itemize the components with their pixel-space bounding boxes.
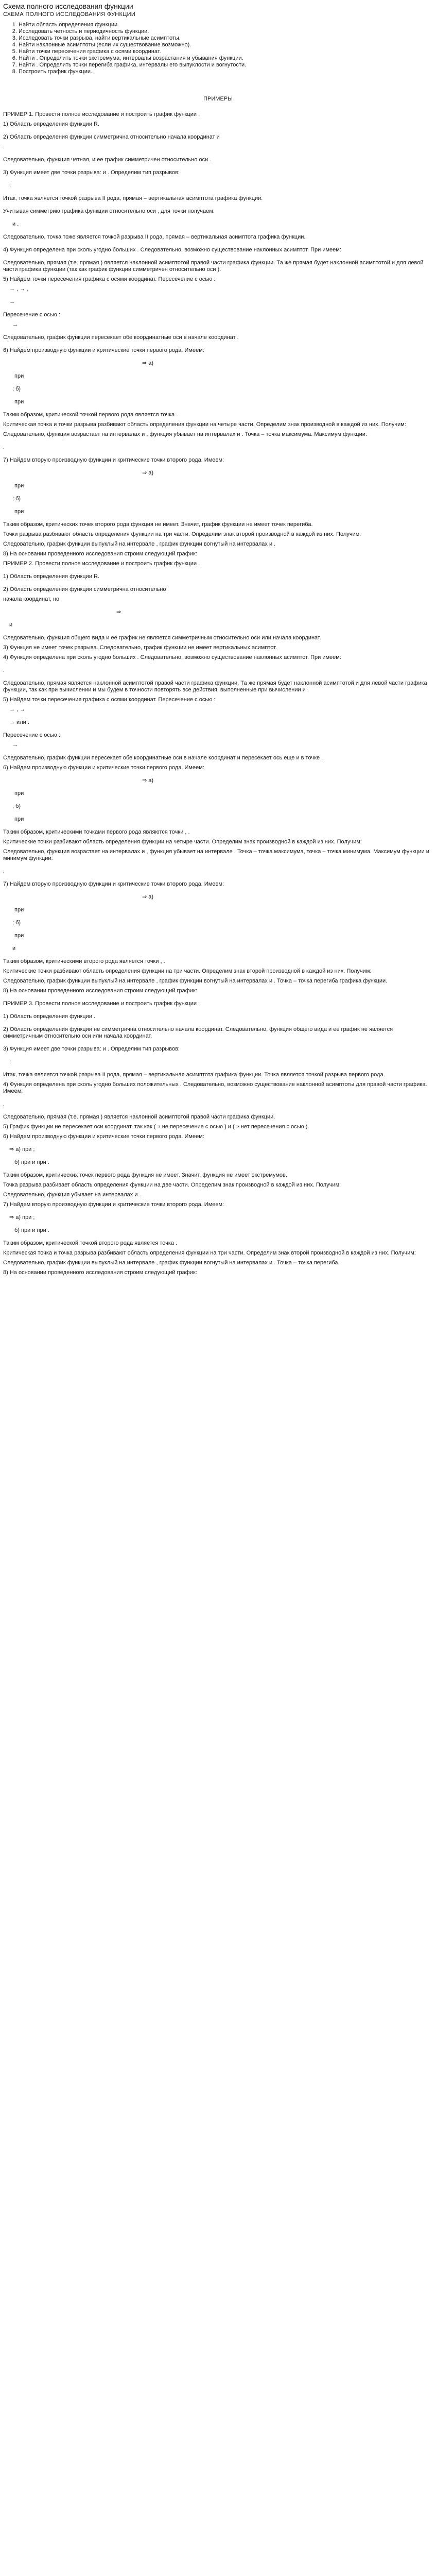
paragraph: при <box>14 483 24 489</box>
paragraph: → или . <box>9 719 29 725</box>
scheme-step: 8. Построить график функции. <box>19 69 433 75</box>
paragraph: 2) Область определения функции не симметрична относительно начала координат. Следовательно, функция общего вида и ее график не является симметричным относительно оси или начала координат. <box>3 1026 393 1039</box>
paragraph: Следовательно, график функции выпуклый на интервале , график функции вогнутый на интервалах и . Точка – точка перегиба. <box>3 1260 340 1266</box>
paragraph: Пересечение с осью : <box>3 312 61 318</box>
paragraph: Пересечение с осью : <box>3 732 61 738</box>
examples-body <box>3 111 433 1276</box>
paragraph: → <box>12 321 18 328</box>
paragraph: 5) Найдем точки пересечения графика с осями координат. Пересечение с осью : <box>3 697 216 703</box>
paragraph: ⇒ а) <box>142 777 154 784</box>
paragraph: ⇒ а) <box>142 360 154 366</box>
paragraph: 8) На основании проведенного исследования строим следующий график: <box>3 551 197 557</box>
paragraph: 2) Область определения функции симметрична относительно начала координат и <box>3 134 220 140</box>
paragraph: Таким образом, критическими второго рода является точки , . <box>3 958 165 964</box>
paragraph: Учитывая симметрию графика функции относительно оси , для точки получаем: <box>3 208 215 214</box>
paragraph: . <box>3 444 5 450</box>
paragraph: ; б) <box>12 496 21 502</box>
paragraph: Точки разрыва разбивают область определения функции на три части. Определим знак второй производной в каждой из них. Получим: <box>3 531 361 537</box>
paragraph: ⇒ <box>116 609 121 615</box>
paragraph: Следовательно, график функции пересекает обе координатные оси в начале координат . <box>3 334 239 341</box>
paragraph: Следовательно, график функции выпуклый на интервале , график функции вогнутый на интервалах и . <box>3 541 276 547</box>
paragraph: Таким образом, критической точкой второго рода является точка . <box>3 1240 178 1246</box>
paragraph: Критическая точка и точка разрыва разбивают область определения функции на три части. Определим знак второй производной в каждой из них. Получим: <box>3 1250 416 1256</box>
paragraph: ; б) <box>12 920 21 926</box>
paragraph: 6) Найдем производную функции и критические точки первого рода. Имеем: <box>3 1133 204 1140</box>
paragraph: 3) Функция имеет две точки разрыва: и . Определим тип разрывов: <box>3 1046 180 1052</box>
paragraph: при <box>14 907 24 913</box>
paragraph: . <box>3 667 5 673</box>
paragraph: ; б) <box>12 386 21 392</box>
paragraph: Точка разрыва разбивает область определения функции на две части. Определим знак производной в каждой из них. Получим: <box>3 1182 341 1188</box>
document-page <box>0 0 436 1276</box>
scheme-step: 4. Найти наклонные асимптоты (если их существование возможно). <box>19 42 433 48</box>
paragraph: . <box>3 1101 5 1107</box>
paragraph: 1) Область определения функции R. <box>3 121 100 127</box>
paragraph: 3) Функция не имеет точек разрыва. Следовательно, график функции не имеет вертикальных асимптот. <box>3 645 277 651</box>
paragraph: 6) Найдем производную функции и критические точки первого рода. Имеем: <box>3 347 204 353</box>
scheme-step: 7. Найти . Определить точки перегиба графика, интервалы его выпуклости и вогнутости. <box>19 62 433 69</box>
paragraph: 8) На основании проведенного исследования строим следующий график: <box>3 988 197 994</box>
paragraph: ⇒ а) при ; <box>9 1146 35 1153</box>
paragraph: при <box>14 933 24 939</box>
scheme-step: 2. Исследовать четность и периодичность функции. <box>19 28 433 35</box>
paragraph: Критические точки разбивают область определения функции на четыре части. Определим знак производной в каждой из них. Получим: <box>3 839 362 845</box>
paragraph: и . <box>12 221 19 227</box>
scheme-step: 3. Исследовать точки разрыва, найти вертикальные асимптоты. <box>19 35 433 42</box>
paragraph: б) при и при . <box>14 1159 49 1165</box>
paragraph: 8) На основании проведенного исследования строим следующий график: <box>3 1269 197 1276</box>
paragraph: 2) Область определения функции симметрична относительно <box>3 586 166 592</box>
paragraph: Критическая точка и точки разрыва разбивают область определения функции на четыре части. Определим знак производной в каждой из них. Получим: <box>3 421 406 428</box>
paragraph: 4) Функция определена при сколь угодно больших . Следовательно, возможно существование наклонных асимптот. При имеем: <box>3 247 341 253</box>
paragraph: ⇒ а) <box>142 894 154 900</box>
paragraph: начала координат, но <box>3 596 60 602</box>
scheme-step: 6. Найти . Определить точки экстремума, интервалы возрастания и убывания функции. <box>19 55 433 62</box>
document-subtitle: СХЕМА ПОЛНОГО ИССЛЕДОВАНИЯ ФУНКЦИИ <box>3 11 136 18</box>
paragraph: Следовательно, функция четная, и ее график симметричен относительно оси . <box>3 157 212 163</box>
examples-heading: ПРИМЕРЫ <box>203 96 233 102</box>
paragraph: Следовательно, функция убывает на интервалах и . <box>3 1192 141 1198</box>
paragraph: при <box>14 790 24 796</box>
paragraph: 6) Найдем производную функции и критические точки первого рода. Имеем: <box>3 765 204 771</box>
paragraph: Следовательно, функция возрастает на интервалах и , функция убывает на интервалах и . Точка – точка максимума. Максимум функции: <box>3 431 368 437</box>
paragraph: 5) Найдем точки пересечения графика с осями координат. Пересечение с осью : <box>3 276 216 282</box>
paragraph: → , → <box>9 706 26 713</box>
paragraph: Критические точки разбивают область определения функции на три части. Определим знак второй производной в каждой из них. Получим: <box>3 968 372 974</box>
paragraph: 7) Найдем вторую производную функции и критические точки второго рода. Имеем: <box>3 881 224 887</box>
paragraph: Следовательно, прямая является наклонной асимптотой правой части графика функции. Та же прямая будет наклонной асимптотой и для левой части графика функции, так как при вычислении и мы будем в точности повторять все действия, выполненные при вычислении и . <box>3 680 427 693</box>
scheme-list <box>19 22 433 75</box>
paragraph: → <box>12 742 18 748</box>
paragraph: ; б) <box>12 803 21 809</box>
paragraph: 3) Функция имеет две точки разрыва: и . Определим тип разрывов: <box>3 170 180 176</box>
paragraph: ПРИМЕР 3. Провести полное исследование и построить график функции . <box>3 1001 200 1007</box>
paragraph: ; <box>9 1059 11 1065</box>
paragraph: 1) Область определения функции . <box>3 1013 96 1020</box>
paragraph: при <box>14 399 24 405</box>
paragraph: → , → , <box>9 286 29 292</box>
paragraph: 7) Найдем вторую производную функции и критические точки второго рода. Имеем: <box>3 457 224 463</box>
paragraph: ; <box>9 182 11 189</box>
paragraph: б) при и при . <box>14 1227 49 1233</box>
paragraph: Следовательно, функция общего вида и ее график не является симметричным относительно оси или начала координат. <box>3 635 321 641</box>
paragraph: 4) Функция определена при сколь угодно больших положительных . Следовательно, возможно существование наклонной асимптоты для правой части графика. Имеем: <box>3 1081 427 1094</box>
paragraph: 7) Найдем вторую производную функции и критические точки второго рода. Имеем: <box>3 1201 224 1208</box>
paragraph: Следовательно, функция возрастает на интервалах и , функция убывает на интервале . Точка – точка максимума, точка – точка минимума. Максимум функции и минимум функции: <box>3 849 429 861</box>
paragraph: → <box>9 299 15 305</box>
paragraph: 4) Функция определена при сколь угодно больших . Следовательно, возможно существование наклонных асимптот. При имеем: <box>3 654 341 660</box>
paragraph: ПРИМЕР 2. Провести полное исследование и построить график функции . <box>3 561 200 567</box>
paragraph: 5) График функции не пересекает оси координат, так как (⇒ не пересечение с осью ) и (⇒ нет пересечения с осью ). <box>3 1124 309 1130</box>
paragraph: при <box>14 509 24 515</box>
paragraph: ⇒ а) <box>142 470 154 476</box>
paragraph: Таким образом, критической точкой первого рода является точка . <box>3 412 178 418</box>
paragraph: Таким образом, критическими точками первого рода являются точки , . <box>3 829 190 835</box>
paragraph: при <box>14 373 24 379</box>
paragraph: Следовательно, точка тоже является точкой разрыва II рода, прямая – вертикальная асимптота графика функции. <box>3 234 306 240</box>
paragraph: ПРИМЕР 1. Провести полное исследование и построить график функции . <box>3 111 200 117</box>
paragraph: . <box>3 144 5 150</box>
paragraph: Таким образом, критических точек второго рода функция не имеет. Значит, график функции не имеет точек перегиба. <box>3 521 313 528</box>
paragraph: Следовательно, прямая (т.е. прямая ) является наклонной асимптотой правой части графика функции. <box>3 1114 275 1120</box>
paragraph: Итак, точка является точкой разрыва II рода, прямая – вертикальная асимптота графика функции. <box>3 195 263 201</box>
paragraph: Следовательно, график функции пересекает обе координатные оси в начале координат и пересекает ось еще и в точке . <box>3 755 323 761</box>
paragraph: 1) Область определения функции R. <box>3 573 100 580</box>
document-title: Схема полного исследования функции <box>3 2 133 10</box>
paragraph: ⇒ а) при ; <box>9 1214 35 1221</box>
paragraph: Следовательно, прямая (т.е. прямая ) является наклонной асимптотой правой части графика функции. Та же прямая будет наклонной асимптотой и для левой части графика функции (так как график функции симметричен относительно оси ). <box>3 260 424 273</box>
paragraph: и <box>12 945 16 952</box>
paragraph: при <box>14 816 24 822</box>
paragraph: Итак, точка является точкой разрыва II рода, прямая – вертикальная асимптота графика функции. Точка является точкой разрыва первого рода. <box>3 1072 385 1078</box>
scheme-step: 1. Найти область определения функции. <box>19 22 433 28</box>
scheme-step: 5. Найти точки пересечения графика с осями координат. <box>19 48 433 55</box>
paragraph: . <box>3 868 5 874</box>
paragraph: Следовательно, график функции выпуклый на интервале , график функции вогнутый на интервалах и . Точка – точка перегиба графика функции. <box>3 978 388 984</box>
paragraph: Таким образом, критических точек первого рода функция не имеет. Значит, функция не имеет экстремумов. <box>3 1172 287 1178</box>
paragraph: и <box>9 622 13 628</box>
